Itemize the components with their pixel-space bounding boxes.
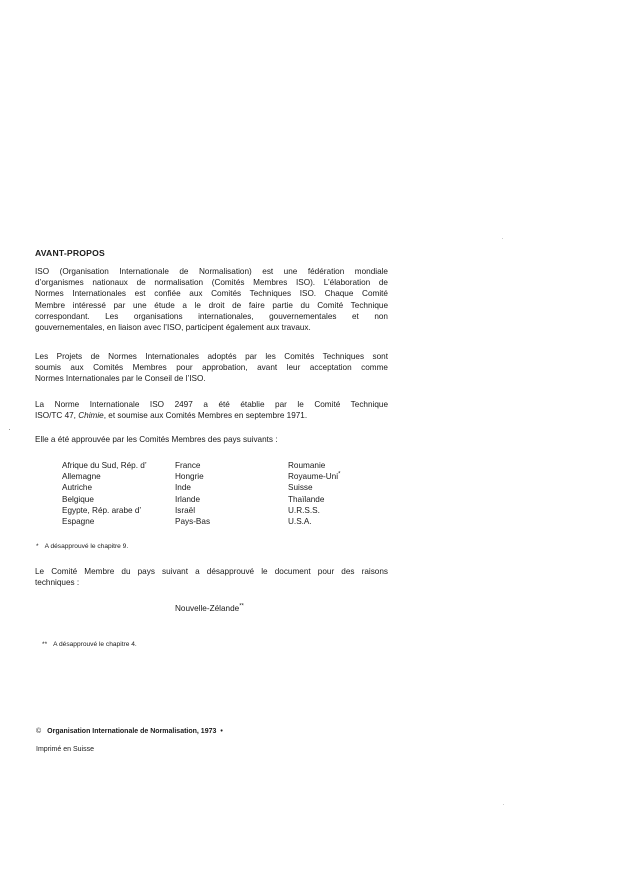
country-name: Allemagne bbox=[62, 472, 101, 482]
country-name: U.S.A. bbox=[288, 516, 312, 526]
paragraph-line: techniques : bbox=[35, 578, 80, 588]
country-name: Pays-Bas bbox=[175, 516, 211, 526]
country-name: Hongrie bbox=[175, 472, 204, 482]
paragraph-disapproval bbox=[35, 566, 388, 588]
paragraph-line: Membre intéressé par une étude a le droit de faire partie du Comité Technique bbox=[35, 300, 388, 310]
paragraph-draft-standards bbox=[35, 351, 388, 385]
footnote-text: A désapprouvé le chapitre 9. bbox=[44, 543, 129, 550]
country-name: Belgique bbox=[62, 494, 94, 504]
committee-subject: Chimie bbox=[78, 411, 104, 421]
scan-speck bbox=[502, 238, 503, 239]
country-name: Roumanie bbox=[288, 461, 326, 470]
imprint-notice: Imprimé en Suisse bbox=[36, 746, 94, 753]
country-name: Espagne bbox=[62, 516, 95, 526]
footnote-text: A désapprouvé le chapitre 4. bbox=[53, 641, 137, 648]
paragraph-line: Le Comité Membre du pays suivant a désapprouvé le document pour des raisons bbox=[35, 567, 388, 576]
section-heading: AVANT-PROPOS bbox=[35, 248, 105, 258]
paragraph-line: Normes Internationales par le Conseil de l’ISO. bbox=[35, 374, 206, 384]
paragraph-line bbox=[35, 410, 388, 421]
copyright-notice bbox=[36, 728, 223, 735]
country-name: Israël bbox=[175, 505, 196, 515]
paragraph-line: La Norme Internationale ISO 2497 a été établie par le Comité Technique bbox=[35, 400, 388, 409]
paragraph-iso-2497 bbox=[35, 399, 388, 421]
country-name: Afrique du Sud, Rép. d’ bbox=[62, 461, 147, 470]
country-name: U.R.S.S. bbox=[288, 505, 320, 515]
country-name: Inde bbox=[175, 483, 191, 493]
footnote-1 bbox=[36, 543, 128, 550]
scan-speck bbox=[9, 429, 10, 430]
country-name: Irlande bbox=[175, 494, 201, 504]
paragraph-line: soumis aux Comités Membres pour approbation, avant leur acceptation comme bbox=[35, 363, 388, 373]
paragraph-iso-intro bbox=[35, 266, 388, 333]
footnote-marker: * bbox=[338, 471, 341, 478]
paragraph-line: correspondant. Les organisations internationales, gouvernementales et non bbox=[35, 311, 388, 321]
country-name: Nouvelle-Zélande bbox=[175, 604, 240, 613]
country-column-3 bbox=[288, 460, 340, 527]
footnote-marker: ** bbox=[42, 641, 48, 648]
copyright-text: Organisation Internationale de Normalisation, 1973 bbox=[47, 728, 217, 735]
footnote-2 bbox=[42, 641, 137, 648]
country-name: France bbox=[175, 461, 201, 470]
country-name: Autriche bbox=[62, 483, 93, 493]
paragraph-line: d’organismes nationaux de normalisation (Comités Membres ISO). L’élaboration de bbox=[35, 278, 388, 288]
country-name: Suisse bbox=[288, 483, 313, 493]
scan-speck bbox=[503, 804, 504, 805]
country-name: Thaïlande bbox=[288, 494, 325, 504]
country-column-1 bbox=[62, 460, 147, 527]
paragraph-line: ISO (Organisation Internationale de Normalisation) est une fédération mondiale bbox=[35, 267, 388, 276]
bullet-icon: • bbox=[220, 728, 223, 735]
committee-ref: ISO/TC 47, bbox=[35, 411, 79, 421]
disapproving-country bbox=[175, 604, 244, 613]
paragraph-line: Les Projets de Normes Internationales adoptés par les Comités Techniques sont bbox=[35, 352, 388, 361]
footnote-marker: * bbox=[36, 543, 39, 550]
country-name bbox=[288, 471, 340, 482]
paragraph-line: gouvernementales, en liaison avec l’ISO, participent également aux travaux. bbox=[35, 323, 311, 333]
committee-rest: , et soumise aux Comités Membres en septembre 1971. bbox=[103, 411, 308, 421]
paragraph-line: Normes Internationales est confiée aux Comités Techniques ISO. Chaque Comité bbox=[35, 289, 388, 299]
copyright-icon: © bbox=[36, 728, 42, 735]
country-name: Egypte, Rép. arabe d’ bbox=[62, 505, 142, 515]
paragraph-approval-intro: Elle a été approuvée par les Comités Membres des pays suivants : bbox=[35, 435, 278, 444]
country-name-uk: Royaume-Uni bbox=[288, 472, 339, 482]
country-column-2 bbox=[175, 460, 210, 527]
footnote-marker: ** bbox=[239, 603, 244, 610]
